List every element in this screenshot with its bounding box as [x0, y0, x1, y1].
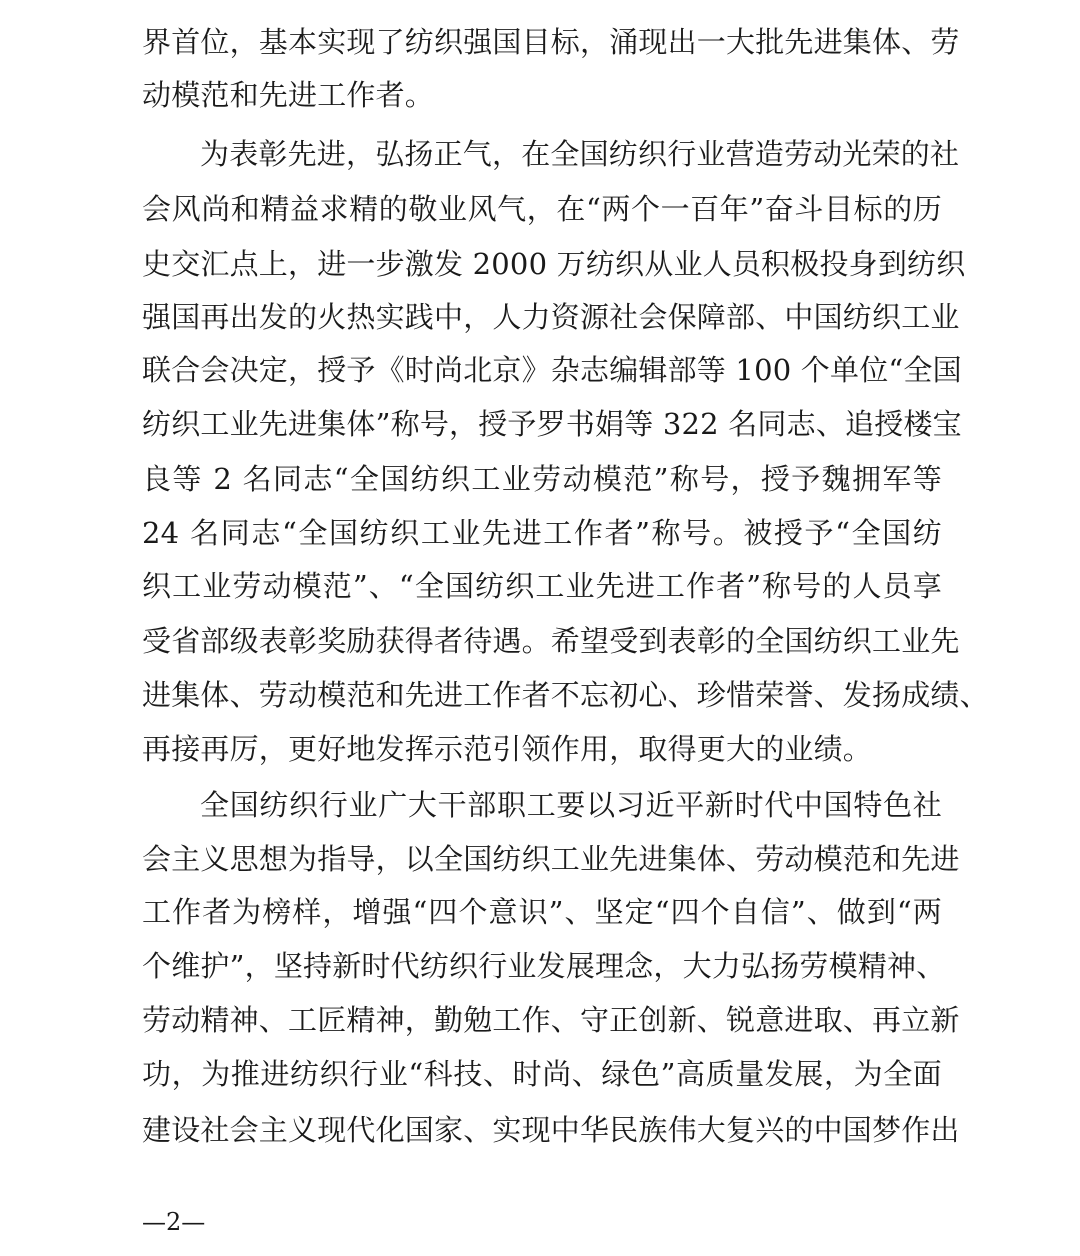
text-line: 动模范和先进工作者。	[142, 78, 435, 112]
text-line: 劳动精神、工匠精神，勤勉工作、守正创新、锐意进取、再立新	[142, 1003, 960, 1037]
text-line: 界首位，基本实现了纺织强国目标，涌现出一大批先进集体、劳	[142, 25, 960, 59]
text-line: 联合会决定，授予《时尚北京》杂志编辑部等 100 个单位“全国	[142, 353, 962, 387]
text-line: 纺织工业先进集体”称号，授予罗书娟等 322 名同志、追授楼宝	[142, 407, 962, 441]
text-line: 24 名同志“全国纺织工业先进工作者”称号。被授予“全国纺	[142, 516, 942, 550]
text-line: 建设社会主义现代化国家、实现中华民族伟大复兴的中国梦作出	[142, 1113, 960, 1147]
text-line: 织工业劳动模范”、“全国纺织工业先进工作者”称号的人员享	[142, 569, 942, 603]
text-line: 工作者为榜样，增强“四个意识”、坚定“四个自信”、做到“两	[142, 895, 942, 929]
text-line: 史交汇点上，进一步激发 2000 万纺织从业人员积极投身到纺织	[142, 247, 966, 281]
text-line: 会主义思想为指导，以全国纺织工业先进集体、劳动模范和先进	[142, 842, 960, 876]
text-line: 再接再厉，更好地发挥示范引领作用，取得更大的业绩。	[142, 732, 873, 766]
page-number: —2—	[142, 1208, 206, 1236]
text-line: 个维护”，坚持新时代纺织行业发展理念，大力弘扬劳模精神、	[142, 949, 946, 983]
paragraph-first-line: 为表彰先进，弘扬正气，在全国纺织行业营造劳动光荣的社	[200, 137, 960, 171]
text-line: 良等 2 名同志“全国纺织工业劳动模范”称号，授予魏拥军等	[142, 462, 942, 496]
text-line: 功，为推进纺织行业“科技、时尚、绿色”高质量发展，为全面	[142, 1057, 942, 1091]
text-line: 会风尚和精益求精的敬业风气，在“两个一百年”奋斗目标的历	[142, 192, 942, 226]
text-line: 受省部级表彰奖励获得者待遇。希望受到表彰的全国纺织工业先	[142, 624, 960, 658]
text-line: 进集体、劳动模范和先进工作者不忘初心、珍惜荣誉、发扬成绩、	[142, 678, 989, 712]
paragraph-first-line: 全国纺织行业广大干部职工要以习近平新时代中国特色社	[200, 788, 942, 822]
text-line: 强国再出发的火热实践中，人力资源社会保障部、中国纺织工业	[142, 300, 960, 334]
